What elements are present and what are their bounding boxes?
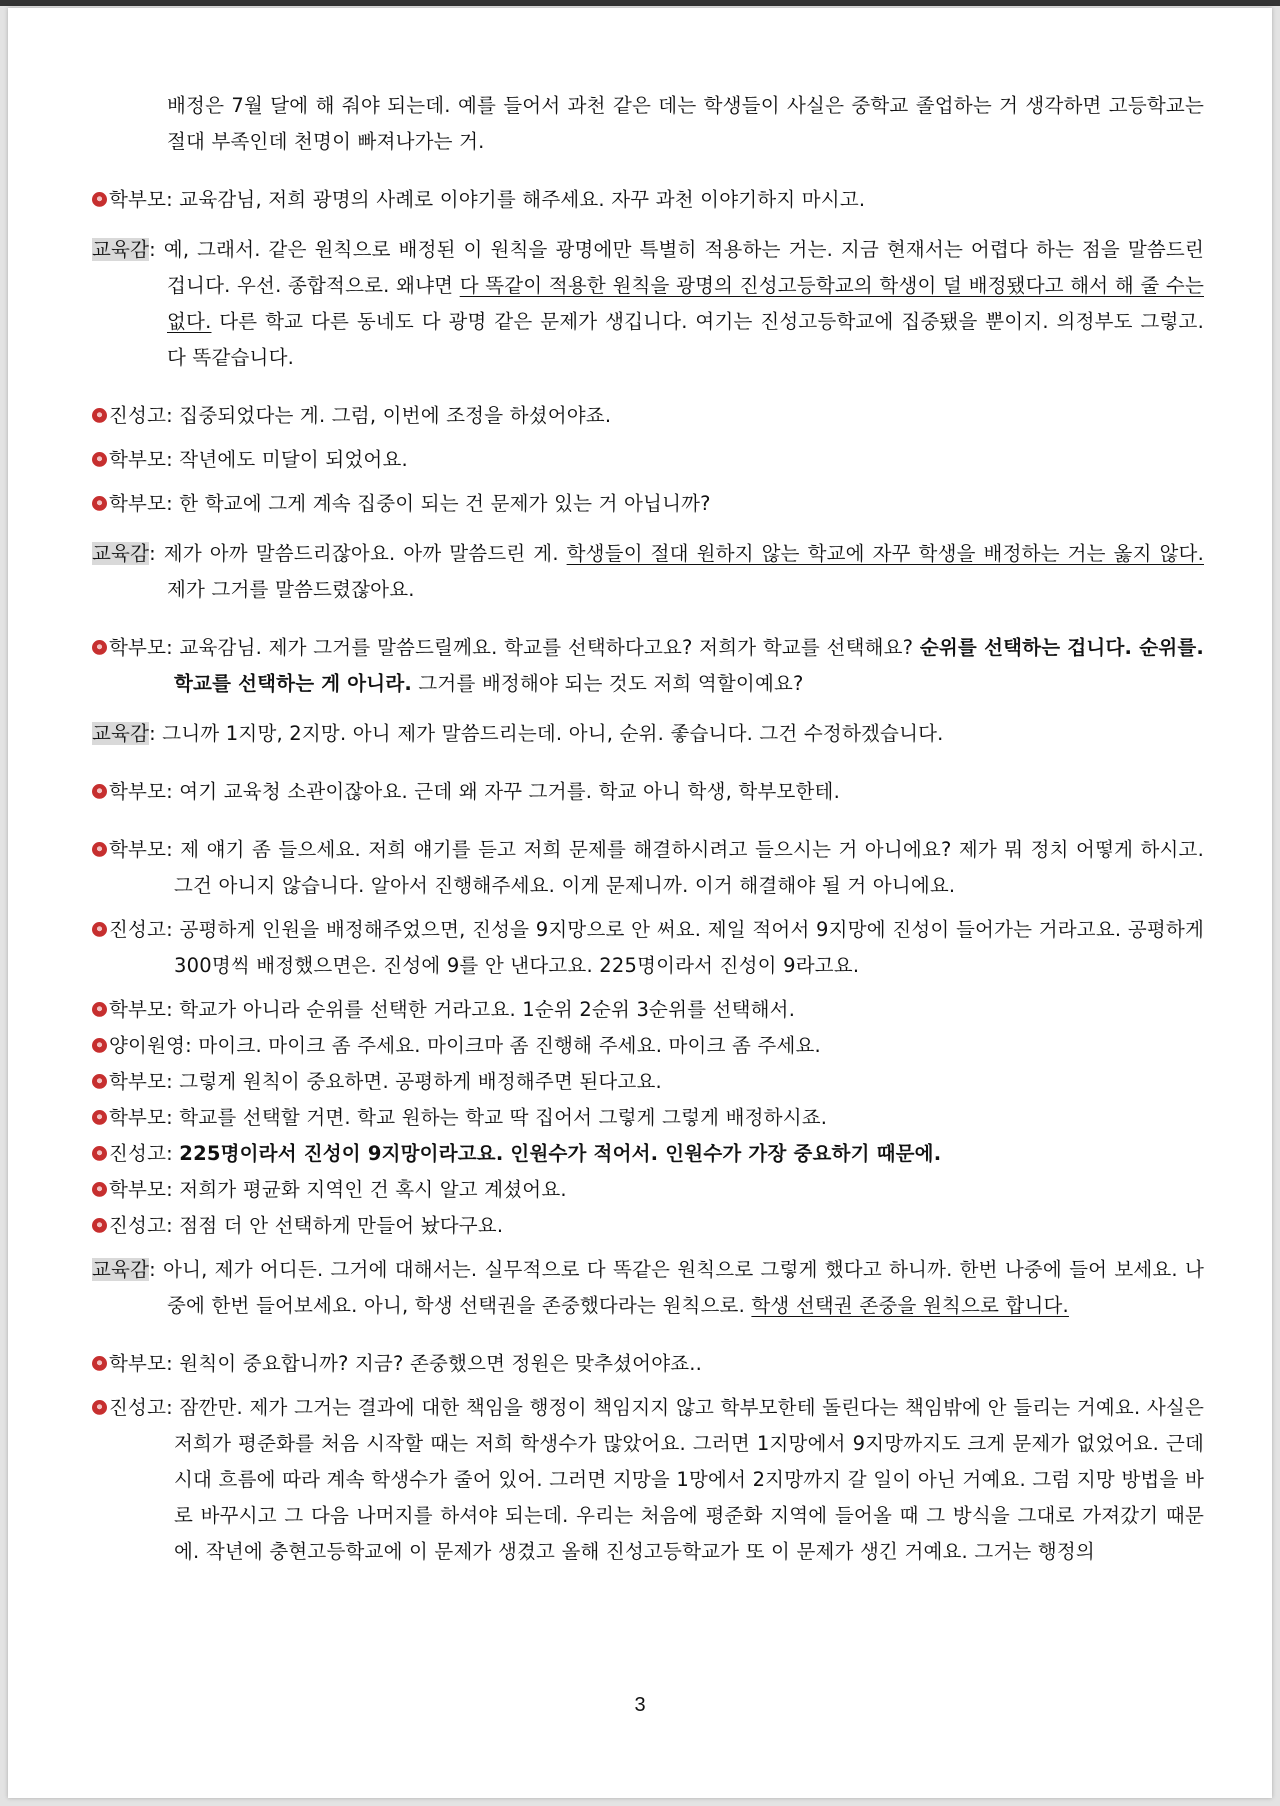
speaker-label: 교육감 (92, 1258, 150, 1281)
transcript-paragraph: 학부모: 학교가 아니라 순위를 선택한 거라고요. 1순위 2순위 3순위를 선택해서. (92, 992, 1204, 1028)
speaker-badge-icon (92, 452, 107, 467)
transcript-paragraph: 진성고: 점점 더 안 선택하게 만들어 놨다구요. (92, 1208, 1204, 1244)
speaker-badge-icon (92, 496, 107, 511)
speaker-label: 진성고 (109, 918, 167, 941)
speaker-badge-icon (92, 1356, 107, 1371)
speaker-label: 학부모 (109, 780, 167, 803)
speaker-label: 교육감 (92, 542, 150, 565)
speaker-label: 학부모 (109, 838, 167, 861)
speaker-label: 학부모 (109, 1178, 167, 1201)
speaker-label: 학부모 (109, 492, 167, 515)
transcript-paragraph: 진성고: 잠깐만. 제가 그거는 결과에 대한 책임을 행정이 책임지지 않고 학부모한테 돌린다는 책임밖에 안 들리는 거예요. 사실은 저희가 평준화를 처음 시작할 때는 저희 학생수가 많았어요. 그러면 1지망에서 9지망까지도 크게 문제가 없었어요. 근데 시대 흐름에 따라 계속 학생수가 줄어 있어. 그러면 지망을 1망에서 2지망까지 갈 일이 아닌 거예요. 그럼 지망 방법을 바로 바꾸시고 그 다음 나머지를 하셔야 되는데. 우리는 처음에 평준화 지역에 들어올 때 그 방식을 그대로 가져갔기 때문에. 작년에 충현고등학교에 이 문제가 생겼고 올해 진성고등학교가 또 이 문제가 생긴 거예요. 그거는 행정의 (92, 1390, 1204, 1570)
speaker-badge-icon (92, 408, 107, 423)
speaker-label: 교육감 (92, 722, 150, 745)
speaker-label: 학부모 (109, 1352, 167, 1375)
speaker-badge-icon (92, 1182, 107, 1197)
speaker-label: 학부모 (109, 636, 167, 659)
transcript-paragraph: 학부모: 교육감님. 제가 그거를 말씀드릴께요. 학교를 선택하다고요? 저희가 학교를 선택해요? 순위를 선택하는 겁니다. 순위를. 학교를 선택하는 게 아니라. 그거를 배정해야 되는 것도 저희 역할이예요? (92, 630, 1204, 702)
speaker-label: 학부모 (109, 448, 167, 471)
speaker-label: 진성고 (109, 1214, 167, 1237)
transcript-paragraph: 학부모: 한 학교에 그게 계속 집중이 되는 건 문제가 있는 거 아닙니까? (92, 486, 1204, 522)
underlined-text: 학생 선택권 존중을 원칙으로 합니다. (751, 1294, 1069, 1317)
speaker-badge-icon (92, 1400, 107, 1415)
transcript-paragraph: 진성고: 집중되었다는 게. 그럼, 이번에 조정을 하셨어야죠. (92, 398, 1204, 434)
speaker-label: 학부모 (109, 1106, 167, 1129)
speaker-label: 교육감 (92, 238, 150, 261)
transcript-paragraph: 교육감: 제가 아까 말씀드리잖아요. 아까 말씀드린 게. 학생들이 절대 원하지 않는 학교에 자꾸 학생을 배정하는 거는 옳지 않다. 제가 그거를 말씀드렸잖아요. (92, 542, 1204, 601)
speaker-label: 진성고 (109, 1142, 167, 1165)
speaker-badge-icon (92, 922, 107, 937)
underlined-text: 학생들이 절대 원하지 않는 학교에 자꾸 학생을 배정하는 거는 옳지 않다. (566, 542, 1204, 565)
speaker-label: 진성고 (109, 404, 167, 427)
transcript-paragraph: 학부모: 그렇게 원칙이 중요하면. 공평하게 배정해주면 된다고요. (92, 1064, 1204, 1100)
bold-text: 225명이라서 진성이 9지망이라고요. 인원수가 적어서. 인원수가 가장 중요하기 때문에. (179, 1142, 942, 1165)
transcript-paragraph: 학부모: 여기 교육청 소관이잖아요. 근데 왜 자꾸 그거를. 학교 아니 학생, 학부모한테. (92, 774, 1204, 810)
speaker-badge-icon (92, 192, 107, 207)
speaker-badge-icon (92, 842, 107, 857)
speaker-badge-icon (92, 1002, 107, 1017)
transcript-paragraph: 학부모: 원칙이 중요합니까? 지금? 존중했으면 정원은 맞추셨어야죠.. (92, 1346, 1204, 1382)
speaker-badge-icon (92, 1146, 107, 1161)
bold-text: 순위를 선택하는 겁니다. 순위를. 학교를 선택하는 게 아니라. (174, 636, 1205, 695)
underlined-text: 다 똑같이 적용한 원칙을 광명의 진성고등학교의 학생이 덜 배정됐다고 해서 해 줄 수는 없다. (167, 274, 1204, 333)
transcript-paragraph: 교육감: 아니, 제가 어디든. 그거에 대해서는. 실무적으로 다 똑같은 원칙으로 그렇게 했다고 하니까. 한번 나중에 들어 보세요. 나중에 한번 들어보세요. 아니, 학생 선택권을 존중했다라는 원칙으로. 학생 선택권 존중을 원칙으로 합니다. (92, 1258, 1205, 1317)
speaker-label: 학부모 (109, 998, 167, 1021)
transcript-paragraph-continuation: 배정은 7월 달에 해 줘야 되는데. 예를 들어서 과천 같은 데는 학생들이 사실은 중학교 졸업하는 거 생각하면 고등학교는 절대 부족인데 천명이 빠져나가는 거. (167, 94, 1204, 153)
window-top-bar (0, 0, 1280, 6)
speaker-badge-icon (92, 1074, 107, 1089)
transcript-paragraph: 교육감: 그니까 1지망, 2지망. 아니 제가 말씀드리는데. 아니, 순위. 좋습니다. 그건 수정하겠습니다. (92, 722, 944, 745)
speaker-badge-icon (92, 1038, 107, 1053)
transcript-paragraph: 진성고: 공평하게 인원을 배정해주었으면, 진성을 9지망으로 안 써요. 제일 적어서 9지망에 진성이 들어가는 거라고요. 공평하게 300명씩 배정했으면은. 진성에 9를 안 낸다고요. 225명이라서 진성이 9라고요. (92, 912, 1204, 984)
document-page (8, 8, 1272, 1798)
speaker-badge-icon (92, 784, 107, 799)
transcript-paragraph: 양이원영: 마이크. 마이크 좀 주세요. 마이크마 좀 진행해 주세요. 마이크 좀 주세요. (92, 1028, 1204, 1064)
transcript-paragraph: 학부모: 학교를 선택할 거면. 학교 원하는 학교 딱 집어서 그렇게 그렇게 배정하시죠. (92, 1100, 1204, 1136)
speaker-badge-icon (92, 1218, 107, 1233)
transcript-paragraph: 진성고: 225명이라서 진성이 9지망이라고요. 인원수가 적어서. 인원수가 가장 중요하기 때문에. (92, 1136, 1204, 1172)
speaker-badge-icon (92, 1110, 107, 1125)
speaker-label: 양이원영 (109, 1034, 186, 1057)
transcript-body (92, 88, 1204, 1570)
speaker-badge-icon (92, 640, 107, 655)
speaker-label: 학부모 (109, 188, 167, 211)
speaker-label: 진성고 (109, 1396, 167, 1419)
page-number: 3 (634, 1694, 646, 1716)
transcript-paragraph: 학부모: 교육감님, 저희 광명의 사례로 이야기를 해주세요. 자꾸 과천 이야기하지 마시고. (92, 182, 1204, 218)
speaker-label: 학부모 (109, 1070, 167, 1093)
transcript-paragraph: 학부모: 제 얘기 좀 들으세요. 저희 얘기를 듣고 저희 문제를 해결하시려고 들으시는 거 아니에요? 제가 뭐 정치 어떻게 하시고. 그건 아니지 않습니다. 알아서 진행해주세요. 이게 문제니까. 이거 해결해야 될 거 아니에요. (92, 832, 1204, 904)
transcript-paragraph: 학부모: 작년에도 미달이 되었어요. (92, 442, 1204, 478)
transcript-paragraph: 교육감: 예, 그래서. 같은 원칙으로 배정된 이 원칙을 광명에만 특별히 적용하는 거는. 지금 현재서는 어렵다 하는 점을 말씀드린 겁니다. 우선. 종합적으로. 왜냐면 다 똑같이 적용한 원칙을 광명의 진성고등학교의 학생이 덜 배정됐다고 해서 해 줄 수는 없다. 다른 학교 다른 동네도 다 광명 같은 문제가 생깁니다. 여기는 진성고등학교에 집중됐을 뿐이지. 의정부도 그렇고. 다 똑같습니다. (92, 238, 1205, 369)
transcript-paragraph: 학부모: 저희가 평균화 지역인 건 혹시 알고 계셨어요. (92, 1172, 1204, 1208)
